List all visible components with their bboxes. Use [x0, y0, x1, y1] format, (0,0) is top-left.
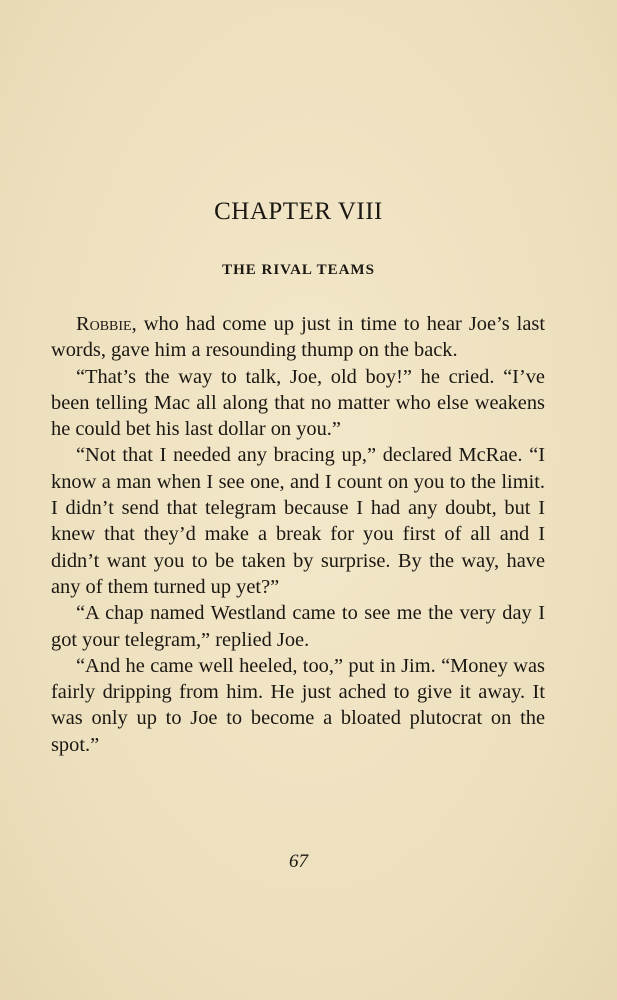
chapter-body — [51, 311, 545, 758]
paragraph-4: “A chap named Westland came to see me the very day I got your telegram,” replied Joe. — [51, 602, 545, 651]
paragraph-3: “Not that I needed any bracing up,” declared McRae. “I know a man when I see one, and I count on you to the limit. I didn’t send that telegram because I had any doubt, but I knew that they’d make a break for you first of all and I didn’t want you to be taken by surprise. By the way, have any of them turned up yet?” — [51, 444, 545, 598]
chapter-title: CHAPTER VIII — [214, 198, 383, 225]
paragraph-5: “And he came well heeled, too,” put in Jim. “Money was fairly dripping from him. He just ached to give it away. It was only up to Joe to become a bloated plutocrat on the spot.” — [51, 654, 545, 756]
chapter-subtitle: THE RIVAL TEAMS — [222, 262, 375, 278]
paragraph-1-lead: Robbie — [76, 313, 132, 335]
paragraph-1 — [51, 311, 545, 364]
paragraph-2: “That’s the way to talk, Joe, old boy!” he cried. “I’ve been telling Mac all along that no matter who else weakens he could bet his last dollar on you.” — [51, 365, 545, 441]
paragraph-1-text: , who had come up just in time to hear Joe’s last words, gave him a resounding thump on the back. — [51, 313, 545, 362]
page-number: 67 — [289, 851, 308, 872]
